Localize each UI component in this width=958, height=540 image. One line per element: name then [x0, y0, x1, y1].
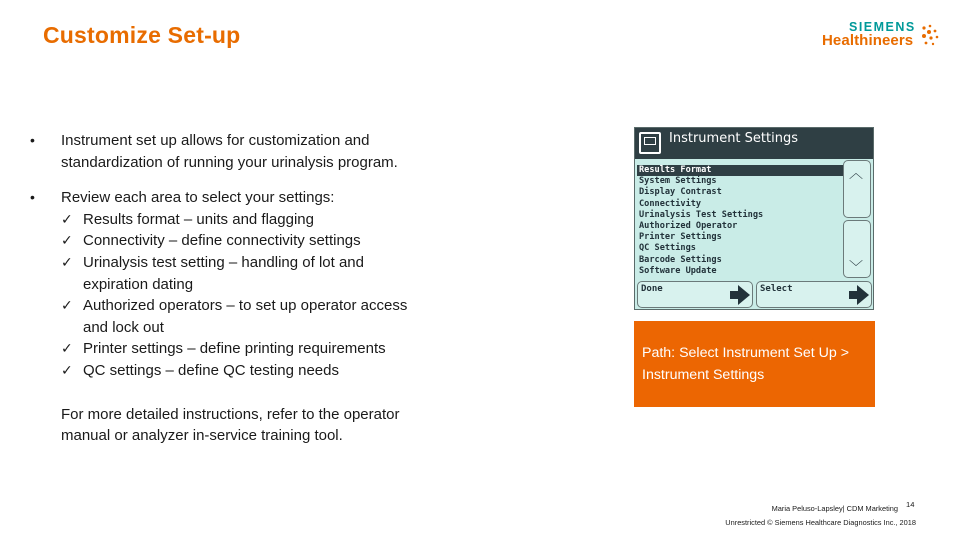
- checklist: [61, 209, 408, 382]
- arrow-right-icon: [857, 285, 869, 305]
- bullet-item: [28, 130, 408, 173]
- screen-title: Instrument Settings: [669, 131, 798, 146]
- checkmark-icon: ✓: [61, 297, 73, 314]
- settings-menu: [637, 165, 845, 277]
- logo-brand-top: SIEMENS: [849, 20, 916, 34]
- checkmark-icon: ✓: [61, 361, 73, 378]
- scroll-down-button[interactable]: [843, 220, 871, 278]
- arrow-right-icon: [738, 285, 750, 305]
- footer-author: Maria Peluso-Lapsley| CDM Marketing: [771, 504, 898, 513]
- instrument-icon: [639, 132, 661, 154]
- menu-item-system-settings[interactable]: System Settings: [639, 176, 717, 187]
- page-number: 14: [906, 500, 915, 509]
- bullet-content: [28, 130, 408, 447]
- footer: [725, 502, 916, 530]
- dots-icon: [920, 23, 940, 49]
- screen-header: [635, 128, 873, 159]
- menu-item-results-format[interactable]: Results Format: [637, 165, 845, 176]
- menu-item-display-contrast[interactable]: Display Contrast: [639, 187, 722, 198]
- footer-legal: Unrestricted © Siemens Healthcare Diagnostics Inc., 2018: [725, 518, 916, 527]
- path-callout: Path: Select Instrument Set Up > Instrument Settings: [634, 321, 875, 407]
- menu-item-connectivity[interactable]: Connectivity: [639, 198, 702, 209]
- more-info-text: For more detailed instructions, refer to the operator manual or analyzer in-service training tool.: [61, 405, 400, 445]
- bullet-item: [28, 187, 408, 381]
- check-item: [61, 252, 408, 295]
- menu-item-authorized-operator[interactable]: Authorized Operator: [639, 221, 738, 232]
- check-item: [61, 338, 408, 360]
- menu-item-barcode-settings[interactable]: Barcode Settings: [639, 254, 722, 265]
- logo-brand-bottom: Healthineers: [822, 32, 914, 49]
- menu-item-software-update[interactable]: Software Update: [639, 265, 717, 276]
- done-label: Done: [641, 284, 663, 294]
- checkmark-icon: ✓: [61, 232, 73, 249]
- menu-item-urinalysis-test-settings[interactable]: Urinalysis Test Settings: [639, 209, 764, 220]
- checkmark-icon: ✓: [61, 210, 73, 227]
- check-text: Urinalysis test setting – handling of lot and expiration dating: [83, 253, 364, 293]
- select-button[interactable]: [756, 281, 872, 308]
- bullet-text-2: Review each area to select your settings:: [61, 189, 335, 207]
- bullet-dot-icon: •: [30, 132, 35, 148]
- check-text: QC settings – define QC testing needs: [83, 361, 339, 379]
- bullet-text-1: Instrument set up allows for customization and standardization of running your urinalysis program.: [61, 132, 398, 171]
- select-label: Select: [760, 284, 793, 294]
- chevron-up-icon: ︿: [849, 166, 863, 182]
- checkmark-icon: ✓: [61, 340, 73, 357]
- instrument-settings-screen: [634, 127, 874, 310]
- slide-title: Customize Set-up: [43, 22, 241, 48]
- check-text: Connectivity – define connectivity settings: [83, 232, 361, 250]
- siemens-healthineers-logo: [820, 20, 945, 52]
- check-item: [61, 209, 408, 231]
- check-item: [61, 230, 408, 252]
- check-text: Authorized operators – to set up operator access and lock out: [83, 297, 408, 336]
- check-text: Printer settings – define printing requirements: [83, 340, 386, 358]
- done-button[interactable]: [637, 281, 753, 308]
- check-item: [61, 360, 408, 382]
- check-text: Results format – units and flagging: [83, 210, 314, 228]
- check-item: [61, 295, 408, 338]
- bullet-dot-icon: •: [30, 189, 35, 206]
- checkmark-icon: ✓: [61, 253, 73, 270]
- chevron-down-icon: ﹀: [849, 260, 863, 276]
- menu-item-qc-settings[interactable]: QC Settings: [639, 243, 696, 254]
- menu-item-printer-settings[interactable]: Printer Settings: [639, 232, 722, 243]
- scroll-up-button[interactable]: [843, 160, 871, 218]
